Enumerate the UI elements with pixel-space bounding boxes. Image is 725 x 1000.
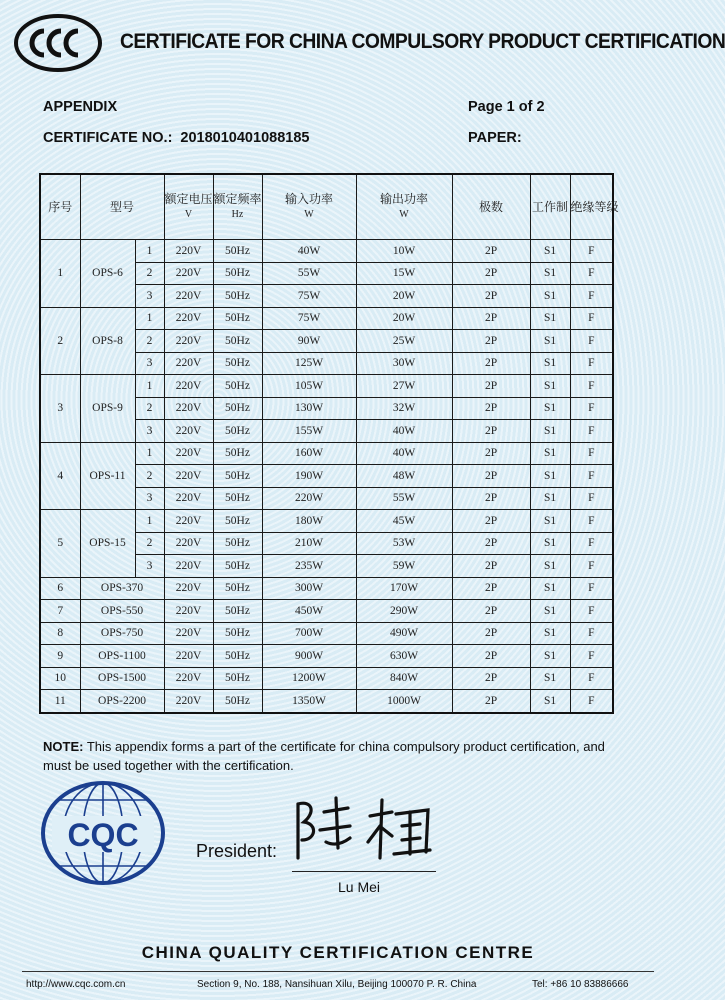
cell-voltage: 220V bbox=[164, 465, 213, 488]
cell-insulation: F bbox=[570, 330, 613, 353]
cell-output-power: 840W bbox=[356, 667, 452, 690]
note-text: This appendix forms a part of the certificate for china compulsory product certification, and must be used together with the certification. bbox=[43, 739, 605, 773]
cell-input-power: 105W bbox=[262, 375, 356, 398]
cell-voltage: 220V bbox=[164, 510, 213, 533]
cell-sub-index: 1 bbox=[135, 442, 164, 465]
cell-output-power: 15W bbox=[356, 262, 452, 285]
cell-sub-index: 3 bbox=[135, 420, 164, 443]
cell-voltage: 220V bbox=[164, 622, 213, 645]
cell-insulation: F bbox=[570, 397, 613, 420]
cell-sub-index: 3 bbox=[135, 487, 164, 510]
cell-poles: 2P bbox=[452, 690, 530, 713]
cell-frequency: 50Hz bbox=[213, 262, 262, 285]
cell-output-power: 290W bbox=[356, 600, 452, 623]
cell-insulation: F bbox=[570, 420, 613, 443]
cell-voltage: 220V bbox=[164, 285, 213, 308]
cell-frequency: 50Hz bbox=[213, 465, 262, 488]
cell-frequency: 50Hz bbox=[213, 600, 262, 623]
cell-poles: 2P bbox=[452, 262, 530, 285]
cell-duty: S1 bbox=[530, 622, 570, 645]
cell-output-power: 10W bbox=[356, 240, 452, 263]
table-row bbox=[40, 645, 613, 668]
header-duty: 工作制 bbox=[530, 174, 570, 240]
page-indicator: Page 1 of 2 bbox=[468, 99, 545, 115]
cell-poles: 2P bbox=[452, 442, 530, 465]
cell-insulation: F bbox=[570, 487, 613, 510]
signature-line bbox=[292, 871, 436, 872]
cell-insulation: F bbox=[570, 622, 613, 645]
cell-insulation: F bbox=[570, 442, 613, 465]
cell-output-power: 40W bbox=[356, 420, 452, 443]
cell-poles: 2P bbox=[452, 487, 530, 510]
cell-input-power: 40W bbox=[262, 240, 356, 263]
cell-frequency: 50Hz bbox=[213, 532, 262, 555]
cell-sub-index: 2 bbox=[135, 397, 164, 420]
cell-sub-index: 1 bbox=[135, 240, 164, 263]
cell-output-power: 20W bbox=[356, 285, 452, 308]
table-row bbox=[40, 690, 613, 713]
paper-label: PAPER: bbox=[468, 130, 522, 146]
header-insulation: 绝缘等级 bbox=[570, 174, 613, 240]
cell-output-power: 32W bbox=[356, 397, 452, 420]
cell-voltage: 220V bbox=[164, 442, 213, 465]
cell-sub-index: 3 bbox=[135, 555, 164, 578]
cell-frequency: 50Hz bbox=[213, 285, 262, 308]
cell-input-power: 300W bbox=[262, 577, 356, 600]
cell-insulation: F bbox=[570, 510, 613, 533]
cell-duty: S1 bbox=[530, 487, 570, 510]
cell-insulation: F bbox=[570, 532, 613, 555]
cell-input-power: 75W bbox=[262, 307, 356, 330]
certificate-number-label: CERTIFICATE NO.: bbox=[43, 130, 173, 146]
cell-frequency: 50Hz bbox=[213, 690, 262, 713]
cell-input-power: 900W bbox=[262, 645, 356, 668]
cell-frequency: 50Hz bbox=[213, 645, 262, 668]
cell-voltage: 220V bbox=[164, 645, 213, 668]
cell-model: OPS-9 bbox=[80, 375, 135, 443]
cell-input-power: 125W bbox=[262, 352, 356, 375]
cell-input-power: 130W bbox=[262, 397, 356, 420]
cell-input-power: 55W bbox=[262, 262, 356, 285]
cell-insulation: F bbox=[570, 375, 613, 398]
cell-input-power: 450W bbox=[262, 600, 356, 623]
cell-seq: 7 bbox=[40, 600, 80, 623]
cell-duty: S1 bbox=[530, 577, 570, 600]
header-voltage: 额定电压 V bbox=[164, 174, 213, 240]
certificate-title: CERTIFICATE FOR CHINA COMPULSORY PRODUCT CERTIFICATION bbox=[120, 30, 725, 53]
cell-poles: 2P bbox=[452, 555, 530, 578]
cell-frequency: 50Hz bbox=[213, 487, 262, 510]
cell-poles: 2P bbox=[452, 285, 530, 308]
cell-poles: 2P bbox=[452, 330, 530, 353]
cell-frequency: 50Hz bbox=[213, 375, 262, 398]
cell-poles: 2P bbox=[452, 667, 530, 690]
table-row bbox=[40, 600, 613, 623]
footer-website[interactable]: http://www.cqc.com.cn bbox=[26, 979, 126, 990]
cell-voltage: 220V bbox=[164, 577, 213, 600]
cell-duty: S1 bbox=[530, 352, 570, 375]
cell-output-power: 490W bbox=[356, 622, 452, 645]
cell-seq: 5 bbox=[40, 510, 80, 578]
cell-insulation: F bbox=[570, 352, 613, 375]
cell-sub-index: 2 bbox=[135, 465, 164, 488]
cell-sub-index: 2 bbox=[135, 532, 164, 555]
table-row bbox=[40, 307, 613, 330]
cell-sub-index: 3 bbox=[135, 285, 164, 308]
cell-sub-index: 2 bbox=[135, 330, 164, 353]
cell-frequency: 50Hz bbox=[213, 240, 262, 263]
cell-duty: S1 bbox=[530, 555, 570, 578]
cell-insulation: F bbox=[570, 577, 613, 600]
cell-frequency: 50Hz bbox=[213, 577, 262, 600]
cell-model: OPS-11 bbox=[80, 442, 135, 510]
cell-insulation: F bbox=[570, 240, 613, 263]
cell-frequency: 50Hz bbox=[213, 667, 262, 690]
cell-sub-index: 1 bbox=[135, 510, 164, 533]
cell-output-power: 30W bbox=[356, 352, 452, 375]
cell-frequency: 50Hz bbox=[213, 622, 262, 645]
cell-input-power: 235W bbox=[262, 555, 356, 578]
cell-model: OPS-2200 bbox=[80, 690, 164, 713]
cell-insulation: F bbox=[570, 307, 613, 330]
cell-seq: 3 bbox=[40, 375, 80, 443]
cell-seq: 4 bbox=[40, 442, 80, 510]
cell-frequency: 50Hz bbox=[213, 420, 262, 443]
table-row bbox=[40, 622, 613, 645]
cell-insulation: F bbox=[570, 690, 613, 713]
ccc-logo bbox=[14, 14, 102, 72]
cell-poles: 2P bbox=[452, 532, 530, 555]
cell-poles: 2P bbox=[452, 420, 530, 443]
cell-voltage: 220V bbox=[164, 690, 213, 713]
certificate-number: 2018010401088185 bbox=[180, 130, 310, 146]
cell-seq: 8 bbox=[40, 622, 80, 645]
cell-duty: S1 bbox=[530, 645, 570, 668]
cell-input-power: 160W bbox=[262, 442, 356, 465]
cell-output-power: 1000W bbox=[356, 690, 452, 713]
cell-duty: S1 bbox=[530, 375, 570, 398]
cell-insulation: F bbox=[570, 285, 613, 308]
cell-output-power: 25W bbox=[356, 330, 452, 353]
cell-voltage: 220V bbox=[164, 667, 213, 690]
cell-voltage: 220V bbox=[164, 240, 213, 263]
cell-output-power: 45W bbox=[356, 510, 452, 533]
cell-input-power: 75W bbox=[262, 285, 356, 308]
cell-poles: 2P bbox=[452, 352, 530, 375]
cell-model: OPS-15 bbox=[80, 510, 135, 578]
cell-model: OPS-1100 bbox=[80, 645, 164, 668]
cell-frequency: 50Hz bbox=[213, 397, 262, 420]
cell-duty: S1 bbox=[530, 285, 570, 308]
cell-poles: 2P bbox=[452, 397, 530, 420]
cell-duty: S1 bbox=[530, 330, 570, 353]
product-table bbox=[39, 173, 619, 714]
cell-frequency: 50Hz bbox=[213, 307, 262, 330]
footer-address: Section 9, No. 188, Nansihuan Xilu, Beijing 100070 P. R. China bbox=[197, 979, 477, 990]
cell-output-power: 170W bbox=[356, 577, 452, 600]
cell-voltage: 220V bbox=[164, 555, 213, 578]
issuer-name: CHINA QUALITY CERTIFICATION CENTRE bbox=[141, 943, 535, 962]
cell-frequency: 50Hz bbox=[213, 510, 262, 533]
cell-duty: S1 bbox=[530, 510, 570, 533]
cell-voltage: 220V bbox=[164, 375, 213, 398]
cell-insulation: F bbox=[570, 645, 613, 668]
cell-model: OPS-750 bbox=[80, 622, 164, 645]
cell-insulation: F bbox=[570, 465, 613, 488]
header-model: 型号 bbox=[80, 174, 164, 240]
cell-input-power: 210W bbox=[262, 532, 356, 555]
cell-poles: 2P bbox=[452, 307, 530, 330]
cqc-logo-text: CQC bbox=[67, 817, 139, 853]
header-frequency: 额定频率 Hz bbox=[213, 174, 262, 240]
president-label: President: bbox=[196, 841, 278, 861]
cell-output-power: 53W bbox=[356, 532, 452, 555]
cell-duty: S1 bbox=[530, 240, 570, 263]
cell-seq: 1 bbox=[40, 240, 80, 308]
cell-input-power: 155W bbox=[262, 420, 356, 443]
cell-duty: S1 bbox=[530, 600, 570, 623]
cell-duty: S1 bbox=[530, 442, 570, 465]
cell-poles: 2P bbox=[452, 577, 530, 600]
cell-sub-index: 3 bbox=[135, 352, 164, 375]
table-row bbox=[40, 510, 613, 533]
cell-voltage: 220V bbox=[164, 420, 213, 443]
table-row bbox=[40, 442, 613, 465]
certificate-header bbox=[0, 0, 725, 80]
cell-insulation: F bbox=[570, 262, 613, 285]
cell-insulation: F bbox=[570, 600, 613, 623]
cell-seq: 9 bbox=[40, 645, 80, 668]
note-label: NOTE: bbox=[43, 739, 84, 754]
table-row bbox=[40, 240, 613, 263]
cell-frequency: 50Hz bbox=[213, 442, 262, 465]
cell-model: OPS-8 bbox=[80, 307, 135, 375]
cell-sub-index: 1 bbox=[135, 307, 164, 330]
cell-frequency: 50Hz bbox=[213, 555, 262, 578]
cell-insulation: F bbox=[570, 555, 613, 578]
cell-voltage: 220V bbox=[164, 532, 213, 555]
cell-input-power: 180W bbox=[262, 510, 356, 533]
cell-model: OPS-550 bbox=[80, 600, 164, 623]
cqc-logo bbox=[38, 778, 168, 888]
cell-poles: 2P bbox=[452, 622, 530, 645]
cell-input-power: 190W bbox=[262, 465, 356, 488]
footer-divider bbox=[22, 971, 654, 972]
cell-output-power: 59W bbox=[356, 555, 452, 578]
cell-sub-index: 2 bbox=[135, 262, 164, 285]
cell-input-power: 1350W bbox=[262, 690, 356, 713]
cell-poles: 2P bbox=[452, 465, 530, 488]
cell-insulation: F bbox=[570, 667, 613, 690]
cell-model: OPS-6 bbox=[80, 240, 135, 308]
table-row bbox=[40, 375, 613, 398]
cell-duty: S1 bbox=[530, 532, 570, 555]
handwritten-signature bbox=[290, 790, 440, 865]
cell-duty: S1 bbox=[530, 465, 570, 488]
appendix-label: APPENDIX bbox=[43, 99, 118, 115]
certificate-number-row bbox=[43, 130, 309, 146]
header-seq: 序号 bbox=[40, 174, 80, 240]
cell-duty: S1 bbox=[530, 397, 570, 420]
cell-voltage: 220V bbox=[164, 307, 213, 330]
cell-voltage: 220V bbox=[164, 397, 213, 420]
cell-voltage: 220V bbox=[164, 262, 213, 285]
cell-output-power: 630W bbox=[356, 645, 452, 668]
table-row bbox=[40, 667, 613, 690]
table-row bbox=[40, 577, 613, 600]
cell-input-power: 700W bbox=[262, 622, 356, 645]
header-poles: 极数 bbox=[452, 174, 530, 240]
cell-output-power: 40W bbox=[356, 442, 452, 465]
cell-seq: 11 bbox=[40, 690, 80, 713]
cell-output-power: 20W bbox=[356, 307, 452, 330]
cell-sub-index: 1 bbox=[135, 375, 164, 398]
cell-duty: S1 bbox=[530, 262, 570, 285]
appendix-note bbox=[43, 737, 633, 775]
footer-telephone: Tel: +86 10 83886666 bbox=[532, 979, 629, 990]
cell-voltage: 220V bbox=[164, 352, 213, 375]
table-header-row bbox=[40, 174, 613, 240]
cell-voltage: 220V bbox=[164, 600, 213, 623]
cell-poles: 2P bbox=[452, 510, 530, 533]
cell-poles: 2P bbox=[452, 645, 530, 668]
cell-input-power: 220W bbox=[262, 487, 356, 510]
cell-duty: S1 bbox=[530, 420, 570, 443]
cell-frequency: 50Hz bbox=[213, 352, 262, 375]
cell-seq: 2 bbox=[40, 307, 80, 375]
cell-output-power: 27W bbox=[356, 375, 452, 398]
cell-duty: S1 bbox=[530, 690, 570, 713]
cell-duty: S1 bbox=[530, 667, 570, 690]
cell-input-power: 90W bbox=[262, 330, 356, 353]
cell-output-power: 55W bbox=[356, 487, 452, 510]
cell-poles: 2P bbox=[452, 240, 530, 263]
cell-voltage: 220V bbox=[164, 330, 213, 353]
cell-model: OPS-370 bbox=[80, 577, 164, 600]
signer-name: Lu Mei bbox=[338, 879, 381, 895]
cell-seq: 6 bbox=[40, 577, 80, 600]
header-output-power: 输出功率 W bbox=[356, 174, 452, 240]
cell-output-power: 48W bbox=[356, 465, 452, 488]
cell-duty: S1 bbox=[530, 307, 570, 330]
cell-input-power: 1200W bbox=[262, 667, 356, 690]
header-input-power: 输入功率 W bbox=[262, 174, 356, 240]
cell-model: OPS-1500 bbox=[80, 667, 164, 690]
cell-seq: 10 bbox=[40, 667, 80, 690]
cell-poles: 2P bbox=[452, 600, 530, 623]
cell-voltage: 220V bbox=[164, 487, 213, 510]
cell-poles: 2P bbox=[452, 375, 530, 398]
cell-frequency: 50Hz bbox=[213, 330, 262, 353]
